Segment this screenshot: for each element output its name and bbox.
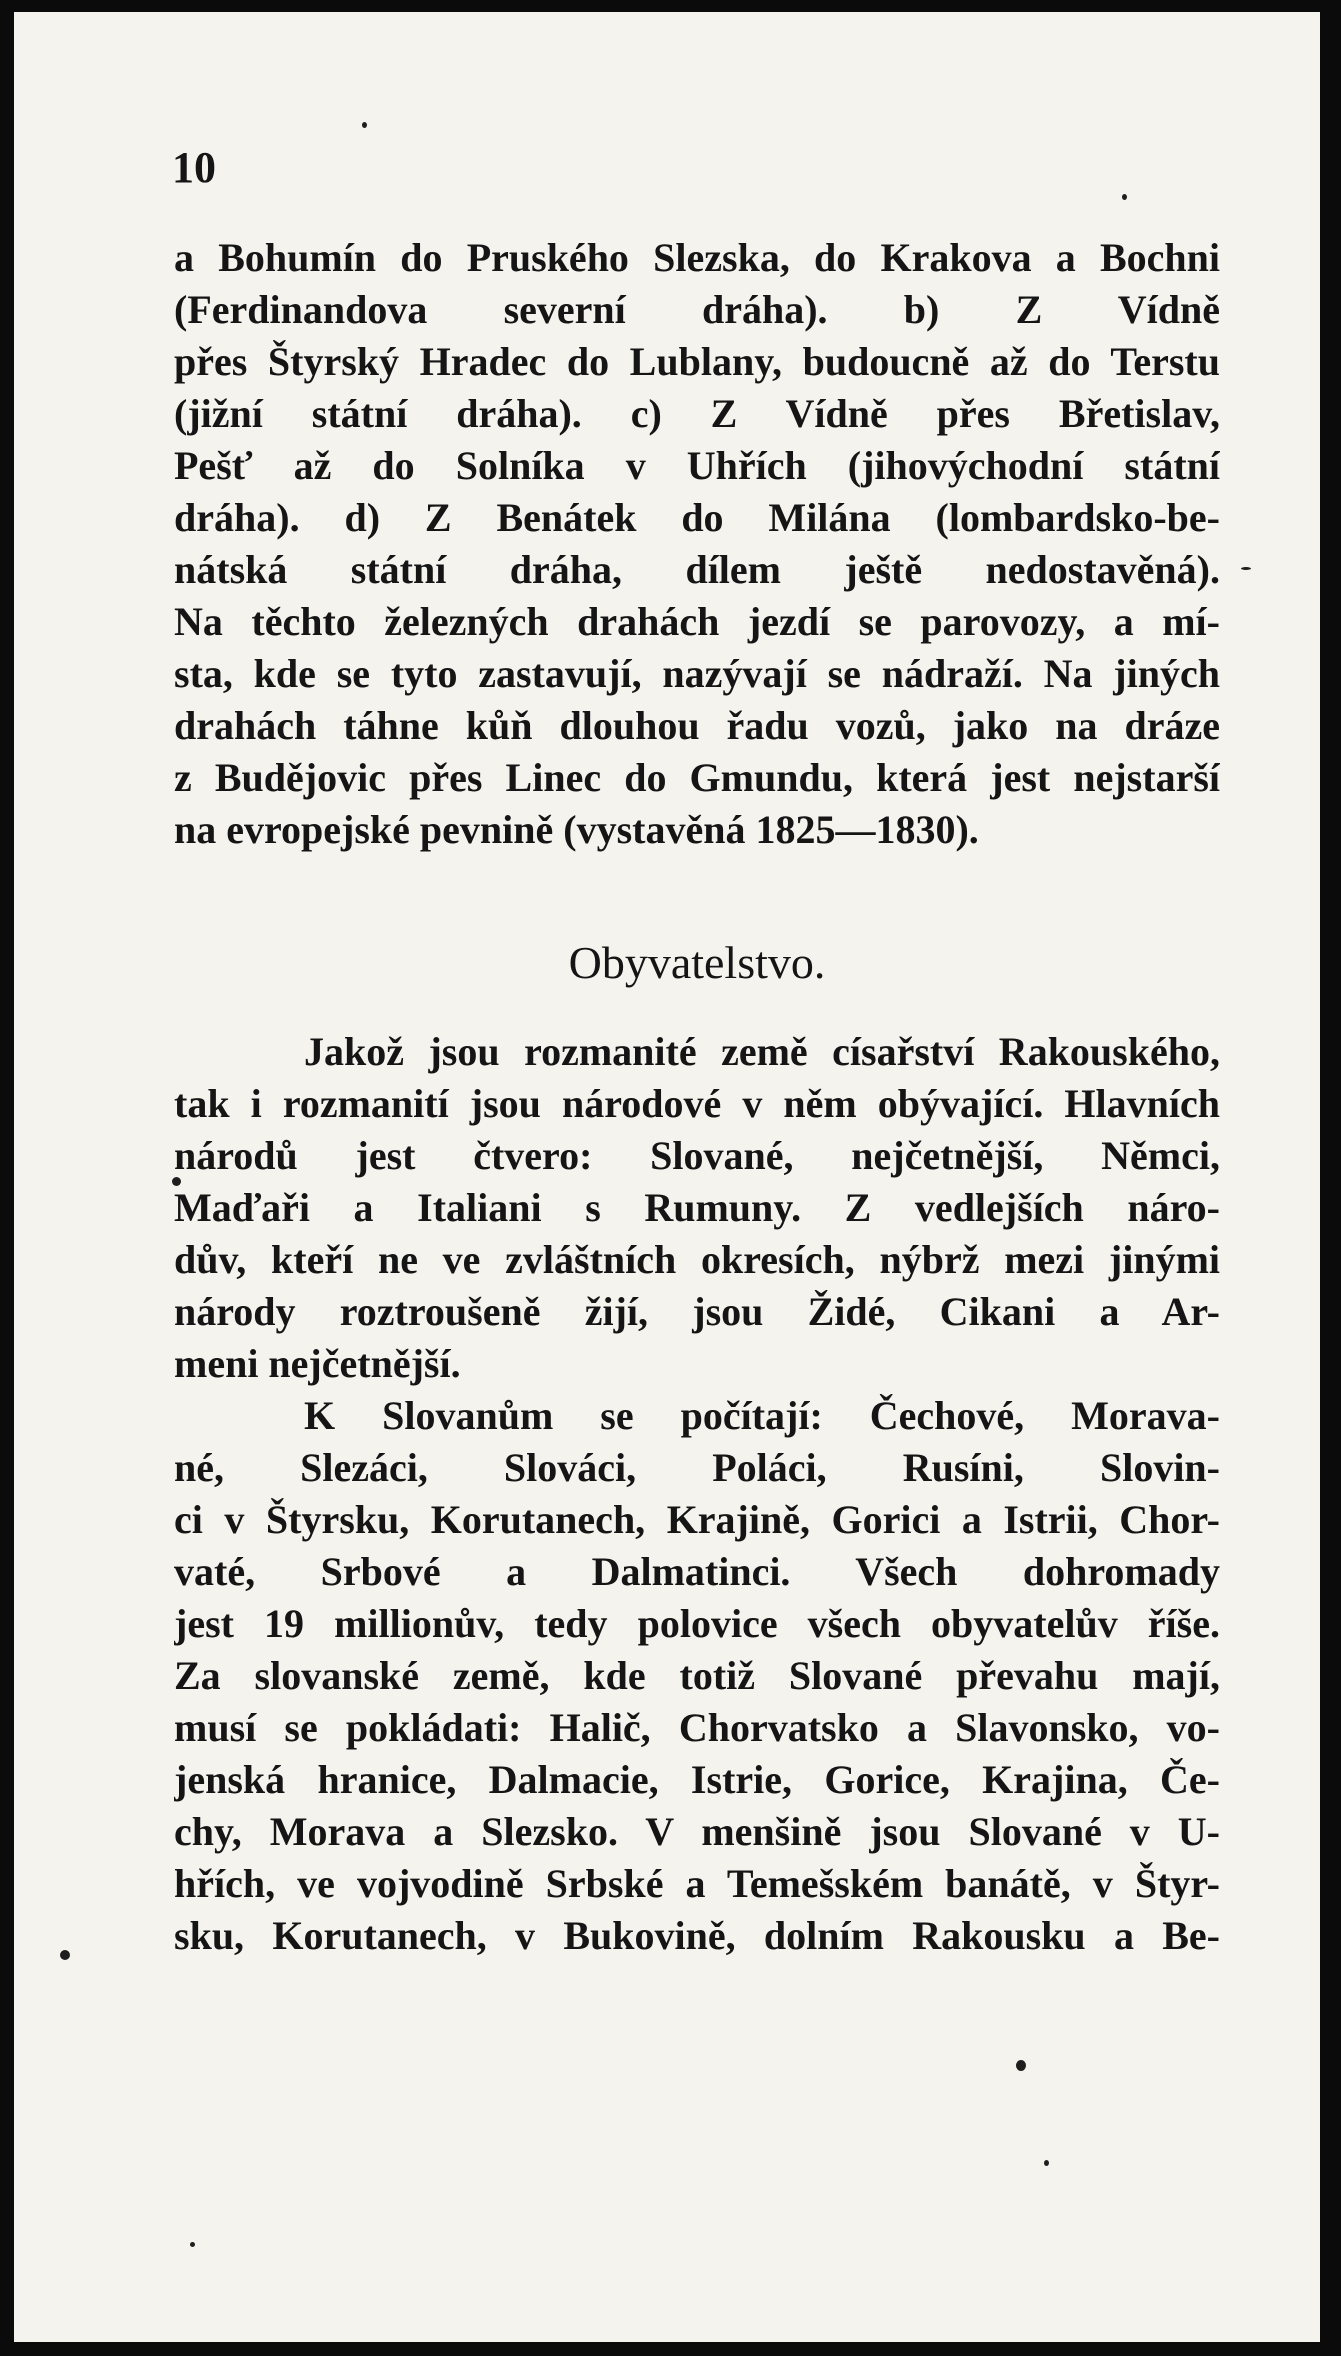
text-line: sta, kde se tyto zastavují, nazývají se nádraží. Na jiných <box>174 651 1220 696</box>
text-line: (Ferdinandova severní dráha). b) Z Vídně <box>174 287 1220 332</box>
population-paragraph-1 <box>174 1026 1220 1390</box>
text-line: z Budějovic přes Linec do Gmundu, která jest nejstarší <box>174 755 1220 800</box>
text-line: a Bohumín do Pruského Slezska, do Krakova a Bochni <box>174 235 1220 280</box>
text-line: národů jest čtvero: Slované, nejčetnější, Němci, <box>174 1133 1220 1178</box>
text-line: přes Štyrský Hradec do Lublany, budoucně až do Terstu <box>174 339 1220 384</box>
text-line: sku, Korutanech, v Bukovině, dolním Rakousku a Be- <box>174 1913 1220 1958</box>
text-line: jenská hranice, Dalmacie, Istrie, Gorice, Krajina, Če- <box>174 1757 1220 1802</box>
text-line: Maďaři a Italiani s Rumuny. Z vedlejších náro- <box>174 1185 1220 1230</box>
text-line: hřích, ve vojvodině Srbské a Temešském banátě, v Štyr- <box>174 1861 1220 1906</box>
ink-speck <box>362 122 367 128</box>
text-line: vaté, Srbové a Dalmatinci. Všech dohromady <box>174 1549 1220 1594</box>
ink-speck <box>1241 567 1251 570</box>
text-line: K Slovanům se počítají: Čechové, Morava- <box>304 1393 1220 1438</box>
railways-paragraph <box>174 232 1220 856</box>
text-line: drahách táhne kůň dlouhou řadu vozů, jako na dráze <box>174 703 1220 748</box>
text-line: Na těchto železných drahách jezdí se parovozy, a mí- <box>174 599 1220 644</box>
section-heading: Obyvatelstvo. <box>568 937 826 988</box>
text-line: jest 19 millionův, tedy polovice všech obyvatelův říše. <box>174 1601 1220 1646</box>
text-line: né, Slezáci, Slováci, Poláci, Rusíni, Slovin- <box>174 1445 1220 1490</box>
text-line: (jižní státní dráha). c) Z Vídně přes Břetislav, <box>174 391 1220 436</box>
text-line: Za slovanské země, kde totiž Slované převahu mají, <box>174 1653 1220 1698</box>
scanned-page <box>14 12 1320 2342</box>
text-line: dráha). d) Z Benátek do Milána (lombardsko-be- <box>174 495 1220 540</box>
text-line: chy, Morava a Slezsko. V menšině jsou Slované v U- <box>174 1809 1220 1854</box>
text-line: ci v Štyrsku, Korutanech, Krajině, Gorici a Istrii, Chor- <box>174 1497 1220 1542</box>
text-line: národy roztroušeně žijí, jsou Židé, Cikani a Ar- <box>174 1289 1220 1334</box>
page-text <box>174 232 1220 1962</box>
text-line: tak i rozmanití jsou národové v něm obývající. Hlavních <box>174 1081 1220 1126</box>
ink-speck <box>60 1950 70 1960</box>
text-line: meni nejčetnější. <box>174 1341 461 1386</box>
population-paragraph-2 <box>174 1390 1220 1962</box>
ink-speck <box>1122 194 1127 200</box>
text-line: musí se pokládati: Halič, Chorvatsko a Slavonsko, vo- <box>174 1705 1220 1750</box>
text-line: Jakož jsou rozmanité země císařství Rakouského, <box>304 1029 1220 1074</box>
page-number: 10 <box>172 143 216 192</box>
ink-speck <box>1016 2060 1026 2071</box>
text-line: na evropejské pevnině (vystavěná 1825—1830). <box>174 807 979 852</box>
text-line: dův, kteří ne ve zvláštních okresích, nýbrž mezi jinými <box>174 1237 1220 1282</box>
ink-speck <box>190 2242 195 2247</box>
ink-speck <box>1044 2160 1049 2166</box>
text-line: Pešť až do Solníka v Uhřích (jihovýchodní státní <box>174 443 1220 488</box>
text-line: nátská státní dráha, dílem ještě nedostavěná). <box>174 547 1220 592</box>
